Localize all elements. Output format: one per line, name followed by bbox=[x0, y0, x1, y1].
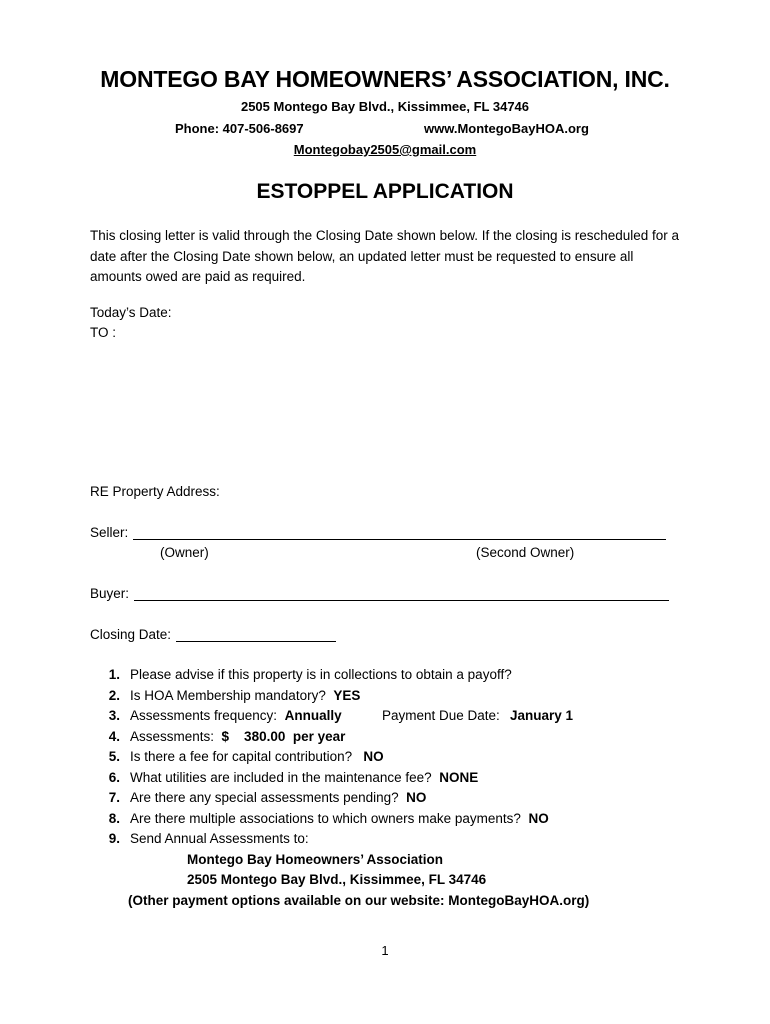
questions-list bbox=[90, 665, 574, 850]
list-item: 9. Send Annual Assessments to: bbox=[108, 831, 309, 846]
list-item: 3. Assessments frequency: Annually Payment Due Date: January 1 bbox=[90, 706, 549, 727]
page-number: 1 bbox=[381, 943, 389, 958]
second-owner-label: (Second Owner) bbox=[476, 545, 575, 560]
answer: NO bbox=[528, 810, 549, 826]
property-address-label: RE Property Address: bbox=[90, 484, 220, 499]
payment-options-note: (Other payment options available on our website: MontegoBayHOA.org) bbox=[128, 893, 590, 908]
payment-recipient-name: Montego Bay Homeowners’ Association bbox=[187, 852, 444, 867]
answer: NO bbox=[406, 790, 427, 805]
list-item: 6. What utilities are included in the maintenance fee? NONE bbox=[108, 769, 479, 785]
to-label: TO : bbox=[90, 325, 117, 340]
intro-paragraph: This closing letter is valid through the Closing Date shown below. If the closing is rescheduled for a date after the Closing Date shown below, an updated letter must be requested to ensure all amounts owed are paid as required. bbox=[90, 228, 680, 284]
list-item: 4. Assessments: $ 380.00 per year bbox=[108, 728, 346, 744]
buyer-label: Buyer: bbox=[90, 586, 130, 601]
list-item: 2. Is HOA Membership mandatory? YES bbox=[108, 687, 361, 703]
answer: NONE bbox=[439, 769, 479, 785]
association-website[interactable]: www.MontegoBayHOA.org bbox=[424, 121, 589, 136]
closing-date-field[interactable] bbox=[176, 626, 336, 642]
closing-date-label: Closing Date: bbox=[90, 627, 172, 642]
list-item: 8. Are there multiple associations to which owners make payments? NO bbox=[108, 810, 549, 826]
answer: $ 380.00 per year bbox=[221, 728, 346, 744]
association-name: MONTEGO BAY HOMEOWNERS’ ASSOCIATION, INC. bbox=[100, 66, 670, 92]
answer: NO bbox=[363, 749, 384, 764]
association-phone: Phone: 407-506-8697 bbox=[175, 121, 304, 136]
seller-field[interactable] bbox=[133, 524, 666, 540]
answer: Annually bbox=[284, 708, 342, 723]
payment-due-label: Payment Due Date: bbox=[382, 708, 500, 723]
answer: YES bbox=[333, 687, 361, 703]
form-title: ESTOPPEL APPLICATION bbox=[256, 180, 514, 203]
seller-label: Seller: bbox=[90, 525, 129, 540]
list-item: 1. Please advise if this property is in collections to obtain a payoff? bbox=[108, 667, 512, 682]
payment-due-value: January 1 bbox=[510, 708, 574, 723]
association-email[interactable]: Montegobay2505@gmail.com bbox=[293, 142, 477, 157]
todays-date-label: Today’s Date: bbox=[90, 305, 172, 320]
association-address: 2505 Montego Bay Blvd., Kissimmee, FL 34746 bbox=[240, 99, 530, 114]
buyer-field[interactable] bbox=[134, 585, 669, 601]
owner-label: (Owner) bbox=[160, 545, 209, 560]
list-item: 7. Are there any special assessments pending? NO bbox=[108, 790, 427, 805]
payment-recipient-address: 2505 Montego Bay Blvd., Kissimmee, FL 34746 bbox=[187, 872, 487, 887]
list-item: 5. Is there a fee for capital contribution? NO bbox=[108, 749, 384, 764]
